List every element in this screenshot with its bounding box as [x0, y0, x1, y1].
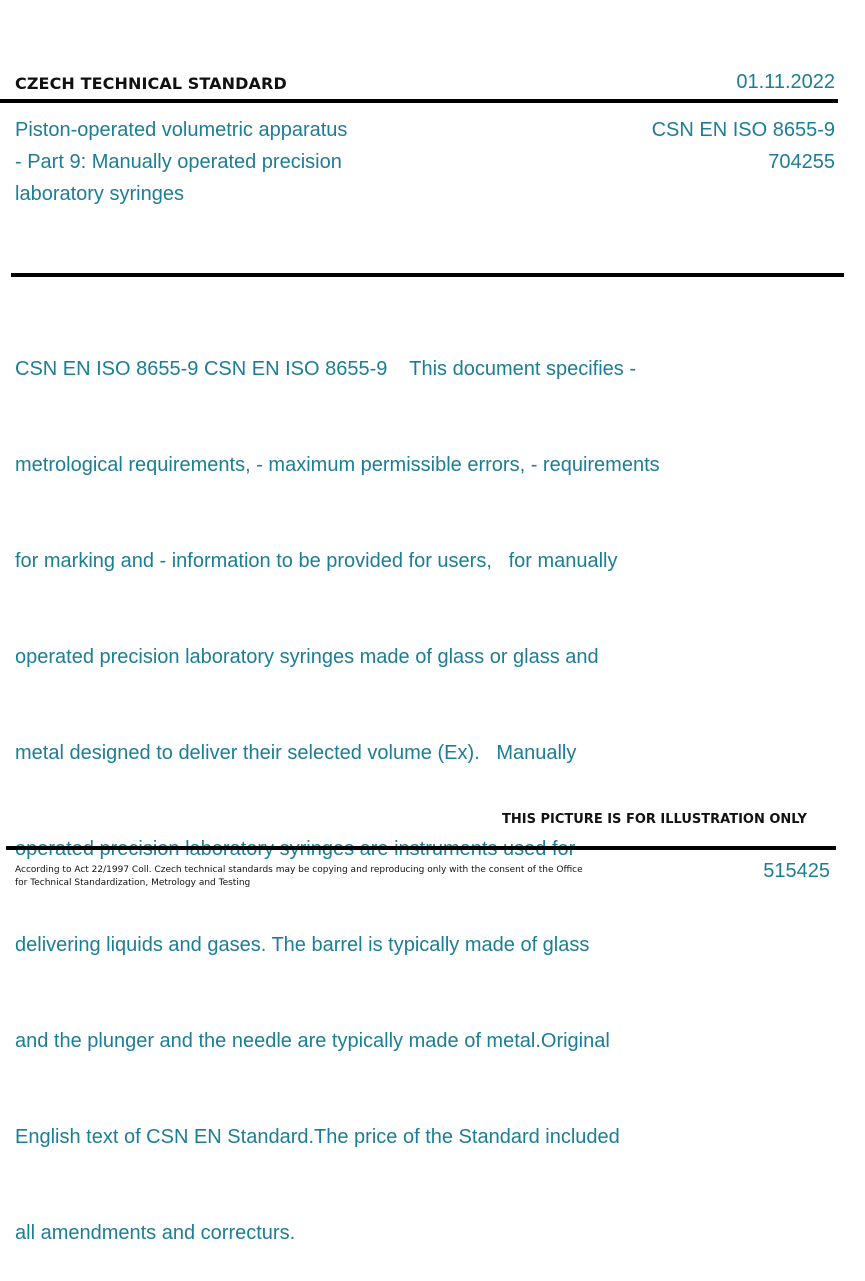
- legal-line: for Technical Standardization, Metrology and Testing: [15, 878, 251, 888]
- legal-line: According to Act 22/1997 Coll. Czech technical standards may be copying and reproducing only with the consent of the Office: [15, 865, 583, 875]
- standard-abstract: [15, 289, 715, 1281]
- title-line: laboratory syringes: [15, 183, 184, 205]
- abstract-line: metrological requirements, - maximum permissible errors, - requirements: [15, 454, 660, 476]
- abstract-line: and the plunger and the needle are typically made of metal.Original: [15, 1030, 610, 1052]
- title-divider: [11, 273, 844, 277]
- standard-identifiers: [652, 114, 835, 178]
- abstract-line: CSN EN ISO 8655-9 CSN EN ISO 8655-9 This document specifies -: [15, 358, 636, 380]
- abstract-line: metal designed to deliver their selected volume (Ex). Manually: [15, 742, 577, 764]
- abstract-line: operated precision laboratory syringes made of glass or glass and: [15, 646, 599, 668]
- publication-date: 01.11.2022: [736, 71, 835, 93]
- abstract-line: English text of CSN EN Standard.The price of the Standard included: [15, 1126, 620, 1148]
- abstract-line: delivering liquids and gases. The barrel is typically made of glass: [15, 934, 590, 956]
- footer-divider: [6, 846, 836, 850]
- standard-title: [15, 114, 395, 210]
- standard-code: CSN EN ISO 8655-9: [651, 119, 835, 141]
- title-line: Piston-operated volumetric apparatus: [15, 119, 348, 141]
- illustration-disclaimer: THIS PICTURE IS FOR ILLUSTRATION ONLY: [502, 812, 807, 827]
- header-divider: [0, 99, 838, 103]
- title-line: - Part 9: Manually operated precision: [15, 151, 342, 173]
- legal-notice: [15, 864, 595, 890]
- footer-code: 515425: [763, 860, 830, 882]
- abstract-line: all amendments and correcturs.: [15, 1222, 296, 1244]
- catalog-number: 704255: [768, 151, 835, 173]
- standard-type-label: CZECH TECHNICAL STANDARD: [15, 74, 287, 93]
- abstract-line: for marking and - information to be provided for users, for manually: [15, 550, 618, 572]
